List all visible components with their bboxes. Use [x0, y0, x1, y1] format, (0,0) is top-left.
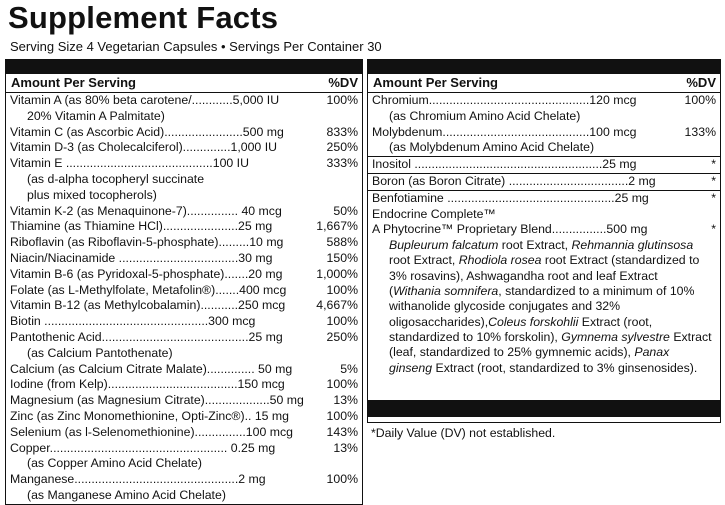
nutrient-name: (as Chromium Amino Acid Chelate) — [389, 108, 581, 123]
amount-header: Amount Per Serving — [11, 75, 136, 90]
nutrient-row — [6, 188, 362, 204]
nutrient-row — [6, 314, 362, 330]
nutrient-dv: * — [711, 190, 716, 205]
nutrient-row — [6, 488, 362, 504]
blend-text: Rhodiola rosea — [458, 253, 542, 268]
nutrient-name: (as Calcium Pantothenate) — [27, 345, 173, 360]
nutrient-row — [6, 393, 362, 409]
nutrient-name: Vitamin D-3 (as Cholecalciferol)..............1,000 IU — [10, 140, 277, 155]
nutrient-row — [6, 283, 362, 299]
nutrient-row — [368, 207, 720, 223]
blend-text: root Extract (standardized to 3% rosavins), Ashwagandha root and leaf Extract ( — [389, 253, 700, 299]
nutrient-row — [6, 456, 362, 472]
footer-bar — [368, 400, 720, 417]
nutrient-name: Boron (as Boron Citrate) ...................................2 mg — [372, 173, 656, 188]
nutrient-dv: 100% — [326, 472, 358, 487]
nutrient-row — [6, 204, 362, 220]
nutrient-name: Endocrine Complete™ — [372, 206, 496, 221]
nutrient-row — [368, 109, 720, 125]
column-header — [368, 74, 720, 93]
column-header — [6, 74, 362, 93]
nutrient-row — [6, 425, 362, 441]
nutrient-row — [6, 125, 362, 141]
nutrient-dv: 100% — [684, 93, 716, 107]
nutrient-name: Folate (as L-Methylfolate, Metafolin®).......400 mcg — [10, 282, 287, 297]
nutrient-row — [6, 140, 362, 156]
nutrient-row — [6, 346, 362, 362]
blend-text: Gymnema sylvestre — [561, 329, 670, 344]
nutrient-name: Manganese................................................2 mg — [10, 472, 266, 487]
nutrient-dv: 100% — [326, 93, 358, 107]
nutrient-dv: 4,667% — [316, 298, 358, 313]
nutrient-row — [6, 156, 362, 172]
nutrient-name: Inositol .......................................................25 mg — [372, 157, 637, 172]
nutrient-name: Copper.................................................... 0.25 mg — [10, 440, 276, 455]
nutrient-name: Niacin/Niacinamide ...................................30 mg — [10, 250, 273, 265]
nutrient-dv: 333% — [326, 156, 358, 171]
blend-text: Rehmannia glutinsosa — [571, 238, 694, 253]
nutrient-name: Vitamin E ...........................................100 IU — [10, 156, 249, 171]
nutrient-row — [6, 298, 362, 314]
blend-text: root Extract, — [498, 238, 572, 253]
nutrient-dv: 13% — [333, 393, 358, 408]
nutrient-name: Chromium...............................................120 mcg — [372, 93, 637, 107]
nutrient-dv: 100% — [326, 377, 358, 392]
nutrient-row — [368, 140, 720, 157]
nutrient-name: Vitamin B-12 (as Methylcobalamin)...........250 mcg — [10, 298, 286, 313]
nutrient-row — [6, 267, 362, 283]
nutrient-row — [368, 125, 720, 141]
nutrient-dv: 100% — [326, 282, 358, 297]
nutrient-row — [6, 441, 362, 457]
right-column — [367, 59, 721, 440]
nutrient-row — [6, 251, 362, 267]
nutrient-row — [6, 377, 362, 393]
left-rows — [6, 93, 362, 504]
nutrient-name: plus mixed tocopherols) — [27, 187, 157, 202]
nutrient-dv: * — [711, 157, 716, 172]
nutrient-dv: 833% — [326, 124, 358, 139]
nutrient-dv: 143% — [326, 424, 358, 439]
nutrient-row — [6, 330, 362, 346]
header-bar — [6, 60, 362, 74]
nutrient-dv: 50% — [333, 203, 358, 218]
blend-text: Extract (root, standardized to 10% forskolin), — [389, 314, 653, 344]
nutrient-row — [6, 235, 362, 251]
nutrient-name: Magnesium (as Magnesium Citrate)...................50 mg — [10, 393, 304, 408]
dv-header: %DV — [686, 75, 716, 90]
nutrient-dv: * — [711, 222, 716, 237]
nutrient-name: (as Molybdenum Amino Acid Chelate) — [389, 140, 595, 155]
nutrient-row — [6, 472, 362, 488]
blend-text: , standardized to a minimum of 10% withanolide glycoside conjugates and 32% oligosaccharides), — [389, 284, 695, 329]
nutrient-name: Vitamin B-6 (as Pyridoxal-5-phosphate).......20 mg — [10, 266, 283, 281]
nutrient-row — [6, 219, 362, 235]
blend-text: Coleus forskohlii — [488, 314, 579, 329]
nutrient-row — [368, 222, 720, 238]
nutrient-name: Riboflavin (as Riboflavin-5-phosphate).........10 mg — [10, 235, 284, 250]
nutrient-row — [368, 157, 720, 174]
nutrient-name: Molybdenum...........................................100 mcg — [372, 124, 637, 139]
amount-header: Amount Per Serving — [373, 75, 498, 90]
blend-text: root Extract, — [389, 253, 459, 268]
nutrient-dv: 250% — [326, 329, 358, 344]
serving-info: Serving Size 4 Vegetarian Capsules • Servings Per Container 30 — [10, 39, 382, 54]
nutrient-row — [368, 191, 720, 207]
nutrient-name: Calcium (as Calcium Citrate Malate).............. 50 mg — [10, 361, 293, 376]
nutrient-row — [368, 93, 720, 109]
nutrient-dv: 100% — [326, 408, 358, 423]
nutrient-name: Selenium (as l-Selenomethionine)...............100 mcg — [10, 424, 293, 439]
blend-text: Bupleurum falcatum — [389, 238, 499, 253]
header-bar — [368, 60, 720, 74]
nutrient-name: Pantothenic Acid...........................................25 mg — [10, 329, 283, 344]
blend-text: Panax ginseng — [389, 345, 670, 375]
nutrient-name: Iodine (from Kelp)......................................150 mcg — [10, 377, 285, 392]
nutrient-row — [6, 172, 362, 188]
nutrient-row — [368, 174, 720, 191]
dv-footnote: *Daily Value (DV) not established. — [371, 426, 556, 440]
nutrient-row — [6, 109, 362, 125]
nutrient-dv: 1,000% — [316, 266, 358, 281]
nutrient-dv: 13% — [333, 440, 358, 455]
nutrient-dv: 250% — [326, 140, 358, 155]
nutrient-row — [6, 93, 362, 109]
panel-title: Supplement Facts — [8, 0, 279, 35]
blend-ingredients — [368, 238, 720, 376]
nutrient-dv: 100% — [326, 314, 358, 329]
right-rows — [368, 93, 720, 238]
nutrient-dv: 1,667% — [316, 219, 358, 234]
nutrient-name: Thiamine (as Thiamine HCl)......................25 mg — [10, 219, 273, 234]
blend-text: Extract (root, standardized to 3% ginsenosides). — [432, 360, 698, 375]
nutrient-row — [6, 362, 362, 378]
nutrient-name: 20% Vitamin A Palmitate) — [27, 108, 165, 123]
nutrient-name: Vitamin A (as 80% beta carotene/............5,000 IU — [10, 93, 280, 107]
nutrient-name: Vitamin C (as Ascorbic Acid).......................500 mg — [10, 124, 284, 139]
nutrient-name: (as Manganese Amino Acid Chelate) — [27, 487, 226, 502]
dv-header: %DV — [328, 75, 358, 90]
nutrient-name: A Phytocrine™ Proprietary Blend................500 mg — [372, 222, 648, 237]
nutrient-dv: 133% — [684, 124, 716, 139]
nutrient-row — [6, 409, 362, 425]
left-column — [5, 59, 363, 505]
nutrient-name: Zinc (as Zinc Monomethionine, Opti-Zinc®).. 15 mg — [10, 408, 290, 423]
nutrient-name: (as d-alpha tocopheryl succinate — [27, 171, 205, 186]
nutrient-dv: 5% — [340, 361, 358, 376]
nutrient-name: Benfotiamine .................................................25 mg — [372, 190, 649, 205]
nutrient-name: (as Copper Amino Acid Chelate) — [27, 456, 202, 471]
nutrient-dv: 150% — [326, 250, 358, 265]
nutrient-dv: * — [711, 173, 716, 188]
blend-text: Extract (leaf, standardized to 25% gymnemic acids), — [389, 329, 712, 360]
nutrient-dv: 588% — [326, 235, 358, 250]
blend-text: Withania somnifera — [393, 284, 499, 299]
nutrient-name: Biotin ................................................300 mcg — [10, 314, 256, 329]
nutrient-name: Vitamin K-2 (as Menaquinone-7)............... 40 mcg — [10, 203, 282, 218]
